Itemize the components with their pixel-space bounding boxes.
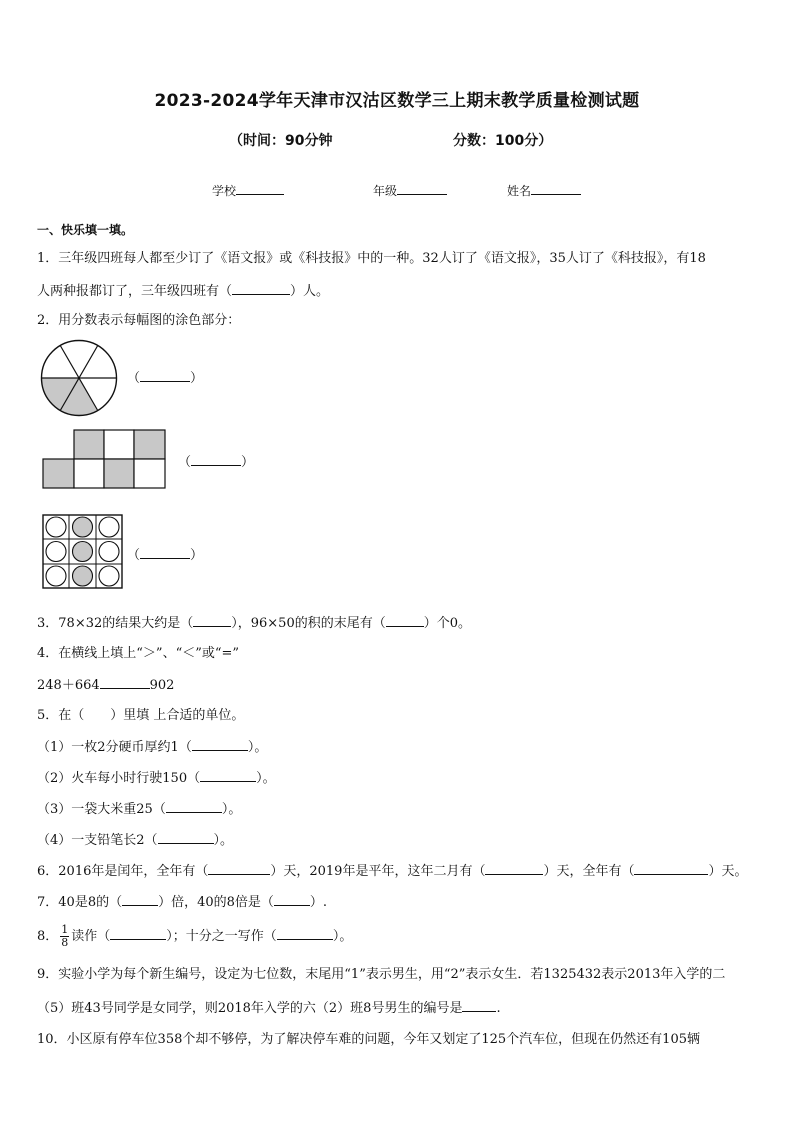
- question-7: 7．40是8的（ ）倍，40的8倍是（ ）.: [37, 895, 328, 910]
- q8-blank-1[interactable]: [110, 927, 166, 940]
- school-label: 学校: [212, 184, 237, 198]
- grade-field: [373, 182, 447, 199]
- q4-blank[interactable]: [100, 676, 150, 689]
- question-4: 4．在横线上填上“＞”、“＜”或“=”: [37, 646, 240, 661]
- name-blank[interactable]: [531, 182, 581, 195]
- q7-blank-1[interactable]: [122, 893, 158, 906]
- page-title: 2023-2024学年天津市汉沽区数学三上期末教学质量检测试题: [154, 91, 640, 111]
- question-4-expression: 248＋664 902: [37, 678, 175, 693]
- question-9-line1: 9．实验小学为每个新生编号，设定为七位数，末尾用“1”表示男生，用“2”表示女生．若1325432表示2013年入学的二: [37, 967, 726, 982]
- question-10: 10．小区原有停车位358个却不够停，为了解决停车难的问题，今年又划定了125个汽车位，但现在仍然还有105辆: [37, 1032, 700, 1047]
- fraction-one-eighth: $\frac{1}{8}$: [61, 923, 69, 949]
- squares-answer-blank[interactable]: [191, 453, 241, 466]
- q3-blank-2[interactable]: [386, 614, 424, 627]
- question-3: 3．78×32的结果大约是（ ），96×50的积的末尾有（ ）个0。: [37, 616, 472, 631]
- question-8: 8． $\frac{1}{8}$ 读作（ ）；十分之一写作（ ）。: [37, 923, 353, 949]
- q5-2-blank[interactable]: [200, 769, 256, 782]
- name-field: [507, 182, 581, 199]
- q6-blank-3[interactable]: [634, 862, 708, 875]
- question-5-1: （1）一枚2分硬币厚约1（ ）。: [37, 740, 268, 755]
- q8-blank-2[interactable]: [277, 927, 333, 940]
- question-1-line1: 1．三年级四班每人都至少订了《语文报》或《科技报》中的一种。32人订了《语文报》，35人订了《科技报》，有18: [37, 251, 706, 266]
- question-5: 5．在（ ）里填 上合适的单位。: [37, 708, 245, 723]
- question-5-4: （4）一支铅笔长2（ ）。: [37, 833, 234, 848]
- section-heading: 一、快乐填一填。: [37, 223, 134, 237]
- circles-grid-figure: [42, 514, 124, 590]
- question-6: 6．2016年是闰年，全年有（ ）天，2019年是平年，这年二月有（ ）天，全年有（ ）天。: [37, 864, 748, 879]
- question-9-line2: （5）班43号同学是女同学，则2018年入学的六（2）班8号男生的编号是 .: [37, 1001, 501, 1016]
- answer-circle: （ ）: [127, 371, 204, 386]
- circle-answer-blank[interactable]: [140, 369, 190, 382]
- exam-time: （时间：90分钟: [229, 133, 333, 149]
- grade-label: 年级: [373, 184, 398, 198]
- grade-blank[interactable]: [397, 182, 447, 195]
- school-blank[interactable]: [236, 182, 284, 195]
- circles-grid-answer-blank[interactable]: [140, 546, 190, 559]
- answer-squares: （ ）: [178, 455, 255, 470]
- squares-figure: [42, 429, 170, 491]
- question-5-2: （2）火车每小时行驶150（ ）。: [37, 771, 276, 786]
- school-field: [212, 182, 284, 199]
- question-5-3: （3）一袋大米重25（ ）。: [37, 802, 242, 817]
- q9-blank[interactable]: [462, 999, 496, 1012]
- question-1-line2: 人两种报都订了，三年级四班有（ ）人。: [37, 284, 330, 299]
- q6-blank-1[interactable]: [208, 862, 270, 875]
- q5-4-blank[interactable]: [158, 831, 214, 844]
- circle-figure: [38, 339, 120, 417]
- answer-circles-grid: （ ）: [127, 548, 204, 563]
- q6-blank-2[interactable]: [485, 862, 543, 875]
- q7-blank-2[interactable]: [274, 893, 310, 906]
- q3-blank-1[interactable]: [193, 614, 231, 627]
- exam-score: 分数：100分）: [453, 133, 553, 149]
- name-label: 姓名: [507, 184, 532, 198]
- q1-blank[interactable]: [232, 282, 290, 295]
- question-2: 2．用分数表示每幅图的涂色部分：: [37, 313, 241, 328]
- q5-1-blank[interactable]: [192, 738, 248, 751]
- q5-3-blank[interactable]: [166, 800, 222, 813]
